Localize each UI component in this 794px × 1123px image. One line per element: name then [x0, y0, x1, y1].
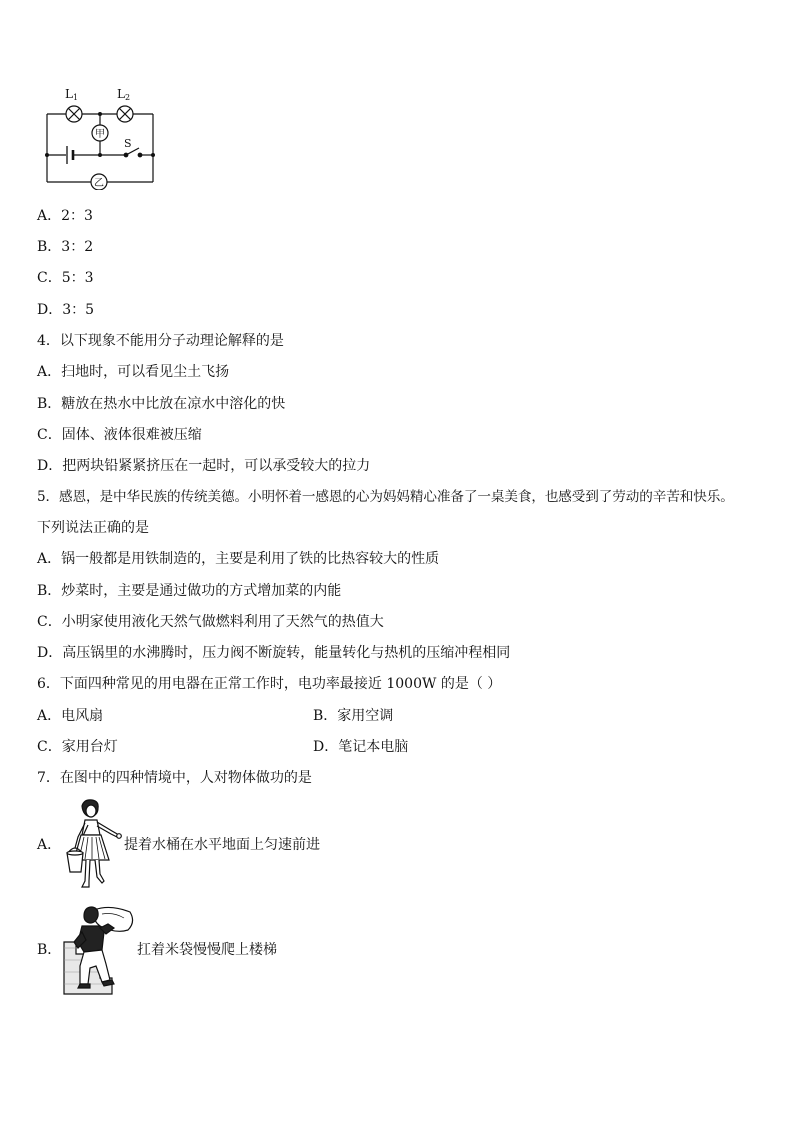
q6-option-b: B．家用空调: [313, 708, 394, 724]
q5-option-a: A．锅一般都是用铁制造的，主要是利用了铁的比热容较大的性质: [37, 551, 440, 567]
q7-option-b-caption: 扛着米袋慢慢爬上楼梯: [137, 942, 277, 958]
q4-option-c: C．固体、液体很难被压缩: [37, 427, 202, 443]
label-meter-jia: 甲: [95, 129, 105, 140]
q7-option-a-letter: A．: [37, 837, 62, 853]
q7-stem: 7．在图中的四种情境中，人对物体做功的是: [37, 770, 312, 786]
label-meter-yi: 乙: [94, 178, 104, 189]
battery-symbol: [67, 146, 73, 164]
q5-option-d: D．高压锅里的水沸腾时，压力阀不断旋转，能量转化与热机的压缩冲程相同: [37, 645, 511, 661]
circuit-diagram: [38, 82, 164, 190]
q6-option-c: C．家用台灯: [37, 739, 118, 755]
q6-stem: 6．下面四种常见的用电器在正常工作时，电功率最接近 1000W 的是（ ）: [37, 676, 502, 692]
lamp-l1-symbol: [66, 106, 82, 122]
man-carrying-rice-bag-on-stairs-illustration: [62, 902, 138, 998]
q7-option-b-letter: B．: [37, 942, 62, 958]
q6-option-a: A．电风扇: [37, 708, 104, 724]
q5-stem-line1: 5．感恩，是中华民族的传统美德。小明怀着一感恩的心为妈妈精心准备了一桌美食，也感受到了劳动的辛苦和快乐。: [37, 489, 734, 505]
q3-option-b: B．3：2: [37, 239, 94, 255]
q6-option-d: D．笔记本电脑: [313, 739, 409, 755]
q7-option-a-caption: 提着水桶在水平地面上匀速前进: [124, 837, 320, 853]
label-switch: S: [124, 137, 132, 150]
q5-option-c: C．小明家使用液化天然气做燃料利用了天然气的热值大: [37, 614, 384, 630]
q5-stem-line2: 下列说法正确的是: [37, 520, 149, 536]
girl-carrying-bucket-illustration: [64, 797, 124, 893]
q3-option-a: A．2：3: [37, 208, 93, 224]
lamp-l2-symbol: [117, 106, 133, 122]
q4-option-d: D．把两块铅紧紧挤压在一起时，可以承受较大的拉力: [37, 458, 371, 474]
q5-option-b: B．炒菜时，主要是通过做功的方式增加菜的内能: [37, 583, 342, 599]
label-l2: L2: [117, 87, 131, 102]
q4-stem: 4．以下现象不能用分子动理论解释的是: [37, 333, 284, 349]
q3-option-c: C．5：3: [37, 270, 94, 286]
q3-option-d: D．3：5: [37, 302, 95, 318]
q4-option-b: B．糖放在热水中比放在凉水中溶化的快: [37, 396, 286, 412]
q4-option-a: A．扫地时，可以看见尘土飞扬: [37, 364, 230, 380]
label-l1: L1: [65, 87, 79, 102]
